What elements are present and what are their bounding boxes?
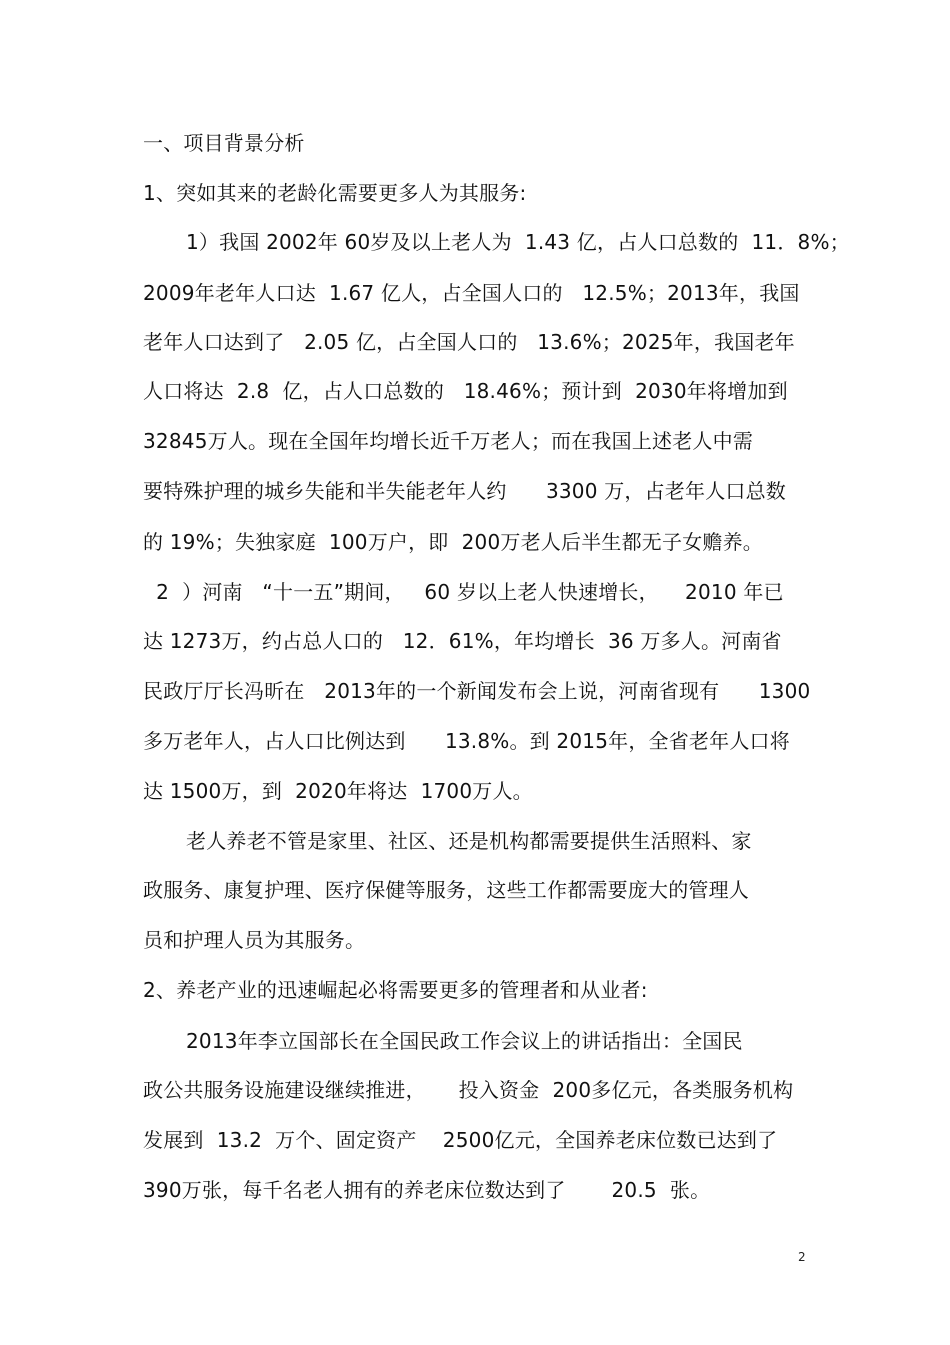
- paragraph-line: 达 1273万，约占总人口的 12．61%，年均增长 36 万多人。河南省: [143, 629, 782, 653]
- paragraph-line: 发展到 13.2 万个、固定资产 2500亿元，全国养老床位数已达到了: [143, 1128, 778, 1152]
- paragraph-line: 员和护理人员为其服务。: [143, 928, 366, 952]
- paragraph-line: 的 19%；失独家庭 100万户，即 200万老人后半生都无子女赡养。: [143, 530, 763, 554]
- paragraph-line: 1）我国 2002年 60岁及以上老人为 1.43 亿，占人口总数的 11．8%；: [186, 230, 850, 254]
- paragraph-line: 老年人口达到了 2.05 亿，占全国人口的 13.6%；2025年，我国老年: [143, 330, 795, 354]
- section-heading: 一、项目背景分析: [143, 131, 305, 155]
- paragraph-line: 2 ）河南 “十一五”期间， 60 岁以上老人快速增长， 2010 年已: [143, 580, 784, 604]
- paragraph-line: 32845万人。现在全国年均增长近千万老人；而在我国上述老人中需: [143, 429, 754, 453]
- paragraph-line: 老人养老不管是家里、社区、还是机构都需要提供生活照料、家: [186, 829, 752, 853]
- page-number: 2: [798, 1250, 806, 1264]
- item2-heading: 2、养老产业的迅速崛起必将需要更多的管理者和从业者:: [143, 978, 648, 1002]
- paragraph-line: 人口将达 2.8 亿，占人口总数的 18.46%；预计到 2030年将增加到: [143, 379, 788, 403]
- paragraph-line: 390万张，每千名老人拥有的养老床位数达到了 20.5 张。: [143, 1178, 711, 1202]
- paragraph-line: 要特殊护理的城乡失能和半失能老年人约 3300 万，占老年人口总数: [143, 479, 786, 503]
- paragraph-line: 2013年李立国部长在全国民政工作会议上的讲话指出：全国民: [186, 1029, 743, 1053]
- paragraph-line: 政公共服务设施建设继续推进， 投入资金 200多亿元，各类服务机构: [143, 1078, 794, 1102]
- paragraph-line: 2009年老年人口达 1.67 亿人，占全国人口的 12.5%；2013年，我国: [143, 281, 800, 305]
- paragraph-line: 政服务、康复护理、医疗保健等服务，这些工作都需要庞大的管理人: [143, 878, 749, 902]
- paragraph-line: 达 1500万，到 2020年将达 1700万人。: [143, 779, 533, 803]
- item1-heading: 1、突如其来的老龄化需要更多人为其服务:: [143, 181, 527, 205]
- paragraph-line: 民政厅厅长冯昕在 2013年的一个新闻发布会上说，河南省现有 1300: [143, 679, 811, 703]
- paragraph-line: 多万老年人，占人口比例达到 13.8%。到 2015年，全省老年人口将: [143, 729, 790, 753]
